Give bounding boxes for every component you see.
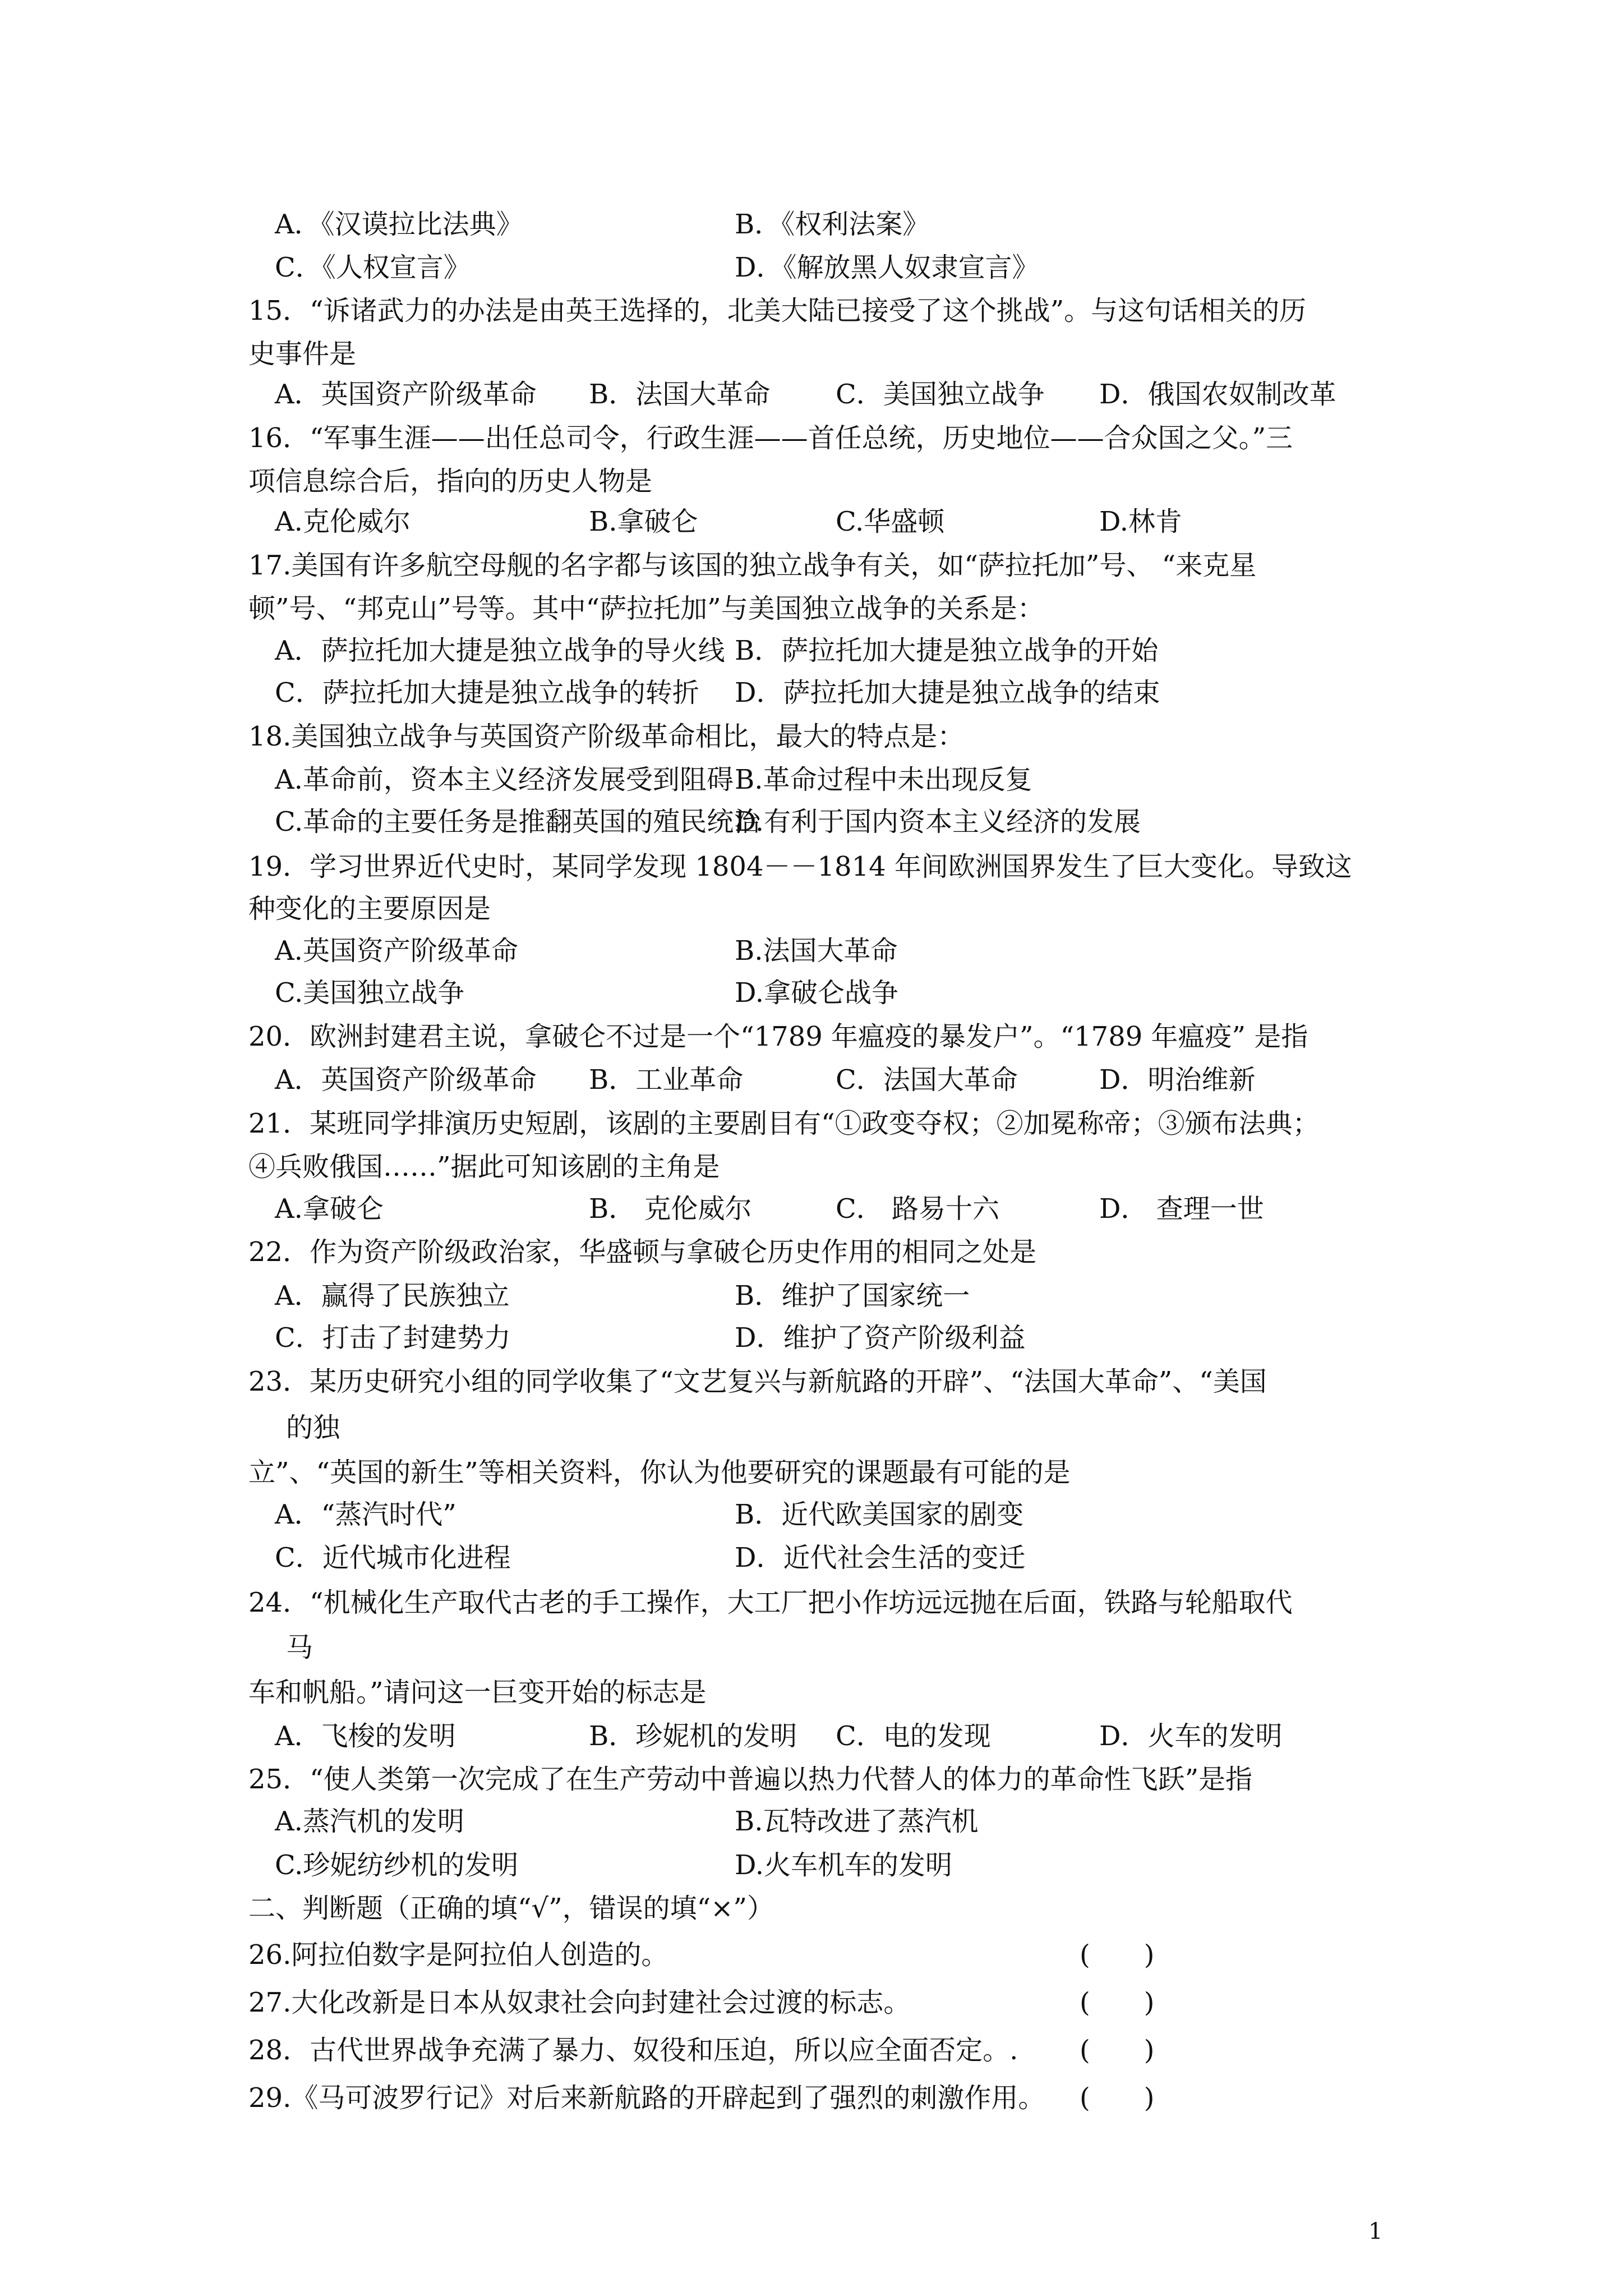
- question-text: 16．“军事生涯——出任总司令，行政生涯——首任总统，历史地位——合众国之父。”三: [248, 422, 1293, 454]
- answer-option: D．《解放黑人奴隶宣言》: [735, 252, 1039, 283]
- answer-option: B． 克伦威尔: [589, 1193, 752, 1225]
- question-text: 29.《马可波罗行记》对后来新航路的开辟起到了强烈的刺激作用。: [248, 2082, 1045, 2114]
- question-stem: [0, 1757, 1623, 1802]
- question-text: 28．古代世界战争充满了暴力、奴役和压迫，所以应全面否定。.: [248, 2035, 1018, 2066]
- answer-option: B．维护了国家统一: [735, 1280, 970, 1312]
- question-stem: [0, 1014, 1623, 1059]
- question-stem: [0, 1359, 1623, 1404]
- question-stem: [0, 1580, 1623, 1625]
- answer-option: B.拿破仑: [589, 506, 698, 537]
- question-text: 21．某班同学排演历史短剧，该剧的主要剧目有“①政变夺权；②加冕称帝；③颁布法典；: [248, 1108, 1320, 1139]
- answer-option: C．《人权宣言》: [275, 252, 471, 283]
- judge-question: [0, 1932, 1623, 1977]
- option-row: [0, 928, 1623, 973]
- answer-option: D.火车机车的发明: [735, 1849, 953, 1881]
- judge-question: [0, 2076, 1623, 2120]
- question-stem: [0, 1625, 1623, 1670]
- answer-option: B．萨拉托加大捷是独立战争的开始: [735, 635, 1159, 666]
- question-text: 种变化的主要原因是: [248, 893, 491, 924]
- option-row: [0, 628, 1623, 673]
- question-stem: [0, 1144, 1623, 1189]
- option-row: [0, 499, 1623, 544]
- question-text: 15．“诉诸武力的办法是由英王选择的，北美大陆已接受了这个挑战”。与这句话相关的历: [248, 295, 1307, 326]
- question-stem: [0, 416, 1623, 461]
- answer-option: A.英国资产阶级革命: [275, 935, 518, 967]
- question-text: 车和帆船。”请问这一巨变开始的标志是: [248, 1677, 707, 1708]
- question-stem: [0, 886, 1623, 931]
- question-text: 26.阿拉伯数字是阿拉伯人创造的。: [248, 1939, 668, 1971]
- answer-option: B．近代欧美国家的剧变: [735, 1499, 1024, 1530]
- question-text: 27.大化改新是日本从奴隶社会向封建社会过渡的标志。: [248, 1987, 911, 2018]
- answer-option: D． 查理一世: [1099, 1193, 1264, 1225]
- answer-option: D．火车的发明: [1099, 1720, 1283, 1752]
- question-stem: [0, 714, 1623, 759]
- question-stem: [0, 1886, 1623, 1931]
- answer-option: A．“蒸汽时代”: [275, 1499, 457, 1530]
- question-stem: [0, 586, 1623, 631]
- page-number: 1: [1368, 2219, 1383, 2244]
- question-stem: [0, 332, 1623, 376]
- answer-option: D．俄国农奴制改革: [1099, 379, 1336, 410]
- answer-option: A．英国资产阶级革命: [275, 379, 537, 410]
- question-text: 顿”号、“邦克山”号等。其中“萨拉托加”与美国独立战争的关系是：: [248, 593, 1044, 624]
- option-row: [0, 1315, 1623, 1360]
- question-text: 25．“使人类第一次完成了在生产劳动中普遍以热力代替人的体力的革命性飞跃”是指: [248, 1764, 1253, 1795]
- answer-option: D．明治维新: [1099, 1064, 1256, 1096]
- option-row: [0, 1273, 1623, 1318]
- answer-option: A.拿破仑: [275, 1193, 384, 1225]
- option-row: [0, 799, 1623, 844]
- answer-option: A．《汉谟拉比法典》: [275, 209, 523, 240]
- answer-option: D．萨拉托加大捷是独立战争的结束: [735, 677, 1160, 708]
- question-stem: [0, 1101, 1623, 1146]
- question-text: 24．“机械化生产取代古老的手工操作，大工厂把小作坊远远抛在后面，铁路与轮船取代: [248, 1587, 1293, 1618]
- answer-blank: ( ): [1080, 1987, 1155, 2018]
- option-row: [0, 970, 1623, 1015]
- answer-option: D.拿破仑战争: [735, 977, 899, 1009]
- question-stem: [0, 1405, 1623, 1450]
- answer-option: C．美国独立战争: [836, 379, 1045, 410]
- answer-option: A．英国资产阶级革命: [275, 1064, 537, 1096]
- question-stem: [0, 1670, 1623, 1715]
- answer-option: C．打击了封建势力: [275, 1322, 511, 1354]
- answer-option: D．维护了资产阶级利益: [735, 1322, 1026, 1354]
- question-text: 23．某历史研究小组的同学收集了“文艺复兴与新航路的开辟”、“法国大革命”、“美国: [248, 1366, 1267, 1397]
- answer-option: B．工业革命: [589, 1064, 744, 1096]
- answer-option: C．电的发现: [836, 1720, 991, 1752]
- question-stem: [0, 543, 1623, 588]
- answer-option: A.克伦威尔: [275, 506, 411, 537]
- judge-question: [0, 2028, 1623, 2073]
- answer-option: C．近代城市化进程: [275, 1542, 511, 1573]
- option-row: [0, 757, 1623, 802]
- answer-option: D.有利于国内资本主义经济的发展: [735, 806, 1141, 838]
- answer-option: C.珍妮纺纱机的发明: [275, 1849, 519, 1881]
- question-text: 22．作为资产阶级政治家，华盛顿与拿破仑历史作用的相同之处是: [248, 1236, 1037, 1268]
- answer-option: A．萨拉托加大捷是独立战争的导火线: [275, 635, 725, 666]
- option-row: [0, 1186, 1623, 1231]
- question-text: ④兵败俄国……”据此可知该剧的主角是: [248, 1151, 720, 1182]
- question-text: 二、判断题（正确的填“√”，错误的填“×”）: [248, 1893, 774, 1924]
- question-text: 的独: [286, 1412, 340, 1443]
- question-stem: [0, 1230, 1623, 1274]
- question-text: 马: [286, 1632, 313, 1663]
- answer-option: B．《权利法案》: [735, 209, 930, 240]
- question-text: 17.美国有许多航空母舰的名字都与该国的独立战争有关，如“萨拉托加”号、 “来克星: [248, 550, 1257, 581]
- answer-option: A．飞梭的发明: [275, 1720, 456, 1752]
- answer-option: C． 路易十六: [836, 1193, 999, 1225]
- answer-option: B.瓦特改进了蒸汽机: [735, 1806, 979, 1837]
- answer-option: D.林肯: [1099, 506, 1183, 537]
- answer-option: B．珍妮机的发明: [589, 1720, 797, 1752]
- answer-option: C.华盛顿: [836, 506, 945, 537]
- question-stem: [0, 1450, 1623, 1495]
- answer-option: C．萨拉托加大捷是独立战争的转折: [275, 677, 699, 708]
- answer-option: B．法国大革命: [589, 379, 771, 410]
- question-text: 19．学习世界近代史时，某同学发现 1804－－1814 年间欧洲国界发生了巨大变化。导致这: [248, 851, 1352, 882]
- answer-option: A．赢得了民族独立: [275, 1280, 510, 1312]
- question-text: 立”、“英国的新生”等相关资料，你认为他要研究的课题最有可能的是: [248, 1457, 1071, 1488]
- option-row: [0, 202, 1623, 247]
- answer-blank: ( ): [1080, 1939, 1155, 1971]
- answer-option: C.革命的主要任务是推翻英国的殖民统治: [275, 806, 761, 838]
- option-row: [0, 1843, 1623, 1888]
- option-row: [0, 1799, 1623, 1844]
- question-stem: [0, 844, 1623, 889]
- option-row: [0, 670, 1623, 715]
- option-row: [0, 245, 1623, 290]
- judge-question: [0, 1980, 1623, 2025]
- answer-option: B.革命过程中未出现反复: [735, 764, 1032, 795]
- question-text: 20．欧洲封建君主说，拿破仑不过是一个“1789 年瘟疫的暴发户”。“1789 年瘟疫” 是指: [248, 1021, 1308, 1052]
- answer-option: C.美国独立战争: [275, 977, 465, 1009]
- option-row: [0, 1492, 1623, 1537]
- option-row: [0, 1535, 1623, 1580]
- question-text: 项信息综合后，指向的历史人物是: [248, 466, 653, 497]
- option-row: [0, 1714, 1623, 1759]
- question-stem: [0, 459, 1623, 504]
- option-row: [0, 1057, 1623, 1102]
- question-text: 史事件是: [248, 338, 357, 370]
- answer-option: A.蒸汽机的发明: [275, 1806, 464, 1837]
- answer-option: A.革命前，资本主义经济发展受到阻碍: [275, 764, 734, 795]
- answer-option: D．近代社会生活的变迁: [735, 1542, 1026, 1573]
- option-row: [0, 372, 1623, 417]
- question-stem: [0, 288, 1623, 333]
- question-text: 18.美国独立战争与英国资产阶级革命相比，最大的特点是：: [248, 721, 965, 752]
- answer-blank: ( ): [1080, 2035, 1155, 2066]
- answer-blank: ( ): [1080, 2082, 1155, 2114]
- answer-option: C．法国大革命: [836, 1064, 1018, 1096]
- answer-option: B.法国大革命: [735, 935, 898, 967]
